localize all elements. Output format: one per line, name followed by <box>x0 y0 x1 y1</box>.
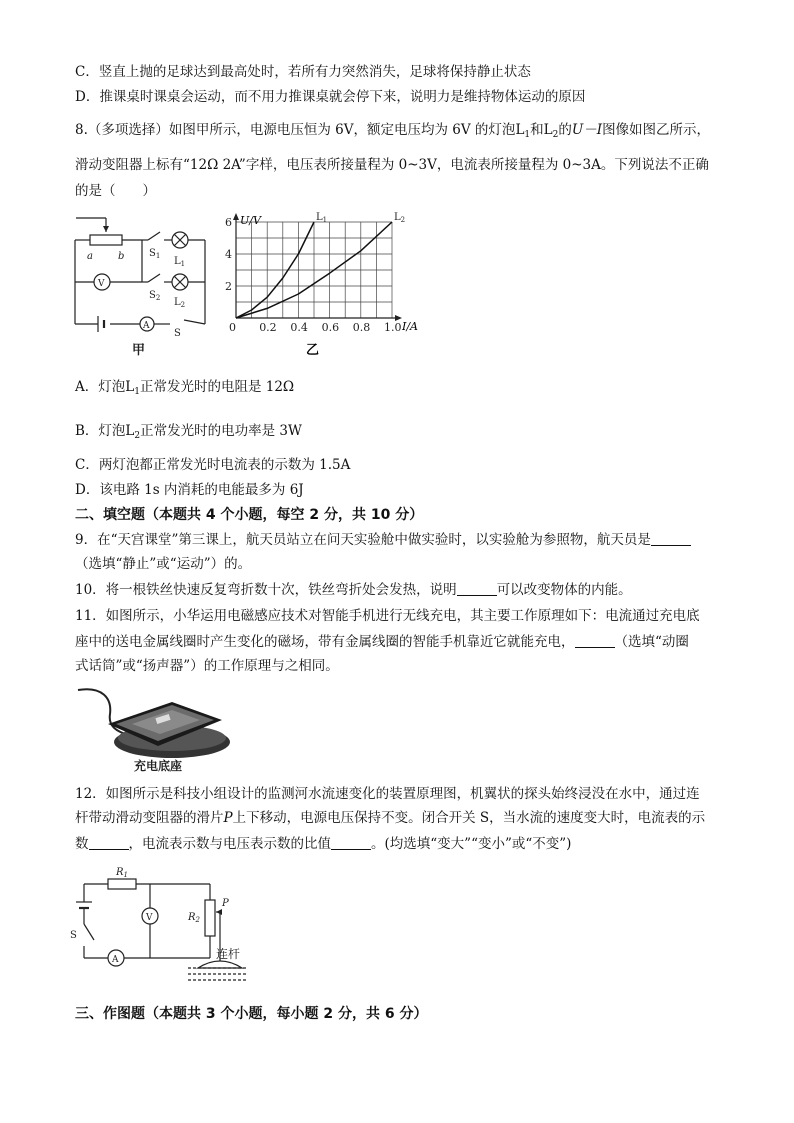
series-label-l1: $L_1$ <box>316 212 328 224</box>
q7-option-d: D．推课桌时课桌会运动，而不用力推课桌就会停下来，说明力是维持物体运动的原因 <box>75 89 586 105</box>
circuit-figure-jia <box>70 212 210 358</box>
svg-text:S: S <box>174 328 181 339</box>
svg-text:a: a <box>87 251 93 262</box>
chart-caption: 乙 <box>306 343 320 358</box>
q8-stem-line1: 8.（多项选择）如图甲所示，电源电压恒为 6V，额定电压均为 6V 的灯泡$L_1$和$L_2$的U－I图像如图乙所示， <box>75 122 711 140</box>
svg-text:L1: $L_1$ <box>174 256 186 268</box>
ui-chart-yi <box>222 210 432 358</box>
svg-text:S: S <box>70 930 77 941</box>
q8-option-b: B．灯泡$L_2$正常发光时的电功率是 3W <box>75 423 302 441</box>
q12-line3: 数 ，电流表示数与电压表示数的比值 。(均选填“变大”“变小”或“不变”) <box>75 836 572 852</box>
x-tick-label: 1.0 <box>384 321 402 334</box>
q10-answer-blank[interactable] <box>457 581 497 596</box>
y-axis-label: U/V <box>240 214 261 227</box>
svg-text:A: A <box>143 321 150 331</box>
svg-text:A: A <box>112 955 119 965</box>
section3-title: 三、作图题（本题共 3 个小题，每小题 2 分，共 6 分） <box>75 1006 428 1022</box>
x-axis-label: I/A <box>402 320 418 333</box>
q9-answer-blank[interactable] <box>651 531 691 546</box>
q8-option-d: D．该电路 1s 内消耗的电能最多为 6J <box>75 482 304 498</box>
q11-line2: 座中的送电金属线圈时产生变化的磁场，带有金属线圈的智能手机靠近它就能充电， （选填“动圈 <box>75 634 689 650</box>
y-tick-label: 4 <box>225 248 232 261</box>
q11-line1: 11．如图所示，小华运用电磁感应技术对智能手机进行无线充电，其主要工作原理如下：电流通过充电底 <box>75 608 700 624</box>
svg-text:V: V <box>98 279 105 289</box>
x-tick-label: 0.6 <box>321 321 340 334</box>
charger-caption: 充电底座 <box>134 759 183 773</box>
series-label-l2: $L_2$ <box>394 212 406 224</box>
svg-text:P: P <box>222 898 229 909</box>
section2-title: 二、填空题（本题共 4 个小题，每空 2 分，共 10 分） <box>75 507 424 523</box>
q8-option-c: C．两灯泡都正常发光时电流表的示数为 1.5A <box>75 457 351 473</box>
svg-text:R1: $R_1$ <box>116 867 128 879</box>
svg-text:甲: 甲 <box>132 343 146 358</box>
q9-line1: 9．在“天宫课堂”第三课上，航天员站立在问天实验舱中做实验时，以实验舱为参照物，航天员是 <box>75 530 691 550</box>
svg-text:b: b <box>118 251 125 262</box>
x-tick-label: 0 <box>229 321 236 334</box>
svg-text:连杆: 连杆 <box>216 947 241 961</box>
q7-option-c: C．竖直上抛的足球达到最高处时，若所有力突然消失，足球将保持静止状态 <box>75 64 531 80</box>
svg-text:S1: $S_1$ <box>149 248 161 260</box>
q10-line: 10．将一根铁丝快速反复弯折数十次，铁丝弯折处会发热，说明 可以改变物体的内能。 <box>75 582 632 598</box>
q8-option-a: A．灯泡$L_1$正常发光时的电阻是 12Ω <box>75 379 295 397</box>
y-axis-arrow-icon <box>233 213 239 220</box>
slider-p-arrow-icon <box>216 909 222 915</box>
x-tick-label: 0.8 <box>352 321 371 334</box>
svg-text:V: V <box>146 913 153 923</box>
x-tick-label: 0.4 <box>290 321 308 334</box>
q8-stem-line2: 滑动变阻器上标有“12Ω 2A”字样，电压表所接量程为 0~3V，电流表所接量程为 0~3A。下列说法不正确 <box>75 157 709 173</box>
q8-stem-line3: 的是（ ） <box>75 183 156 199</box>
x-tick-label: 0.2 <box>259 321 277 334</box>
svg-text:R2: $R_2$ <box>188 912 200 924</box>
y-tick-label: 2 <box>225 280 232 293</box>
q12-line2: 杆带动滑动变阻器的滑片P上下移动，电源电压保持不变。闭合开关 S，当水流的速度变大时，电流表的示 <box>75 810 706 826</box>
slider-arrow-icon <box>103 226 109 232</box>
q12-answer-blank-1[interactable] <box>89 835 129 850</box>
svg-text:L2: $L_2$ <box>174 297 186 309</box>
wireless-charger-figure <box>72 684 232 776</box>
q9-line2: （选填“静止”或“运动”）的。 <box>75 556 252 572</box>
q11-line3: 式话筒”或“扬声器”）的工作原理与之相同。 <box>75 658 339 674</box>
river-flow-circuit-figure <box>70 862 250 992</box>
q12-answer-blank-2[interactable] <box>331 835 371 850</box>
q11-answer-blank[interactable] <box>575 633 615 648</box>
svg-text:S2: $S_2$ <box>149 290 161 302</box>
q12-line1: 12．如图所示是科技小组设计的监测河水流速变化的装置原理图，机翼状的探头始终浸没在水中，通过连 <box>75 786 700 802</box>
y-tick-label: 6 <box>225 216 232 229</box>
